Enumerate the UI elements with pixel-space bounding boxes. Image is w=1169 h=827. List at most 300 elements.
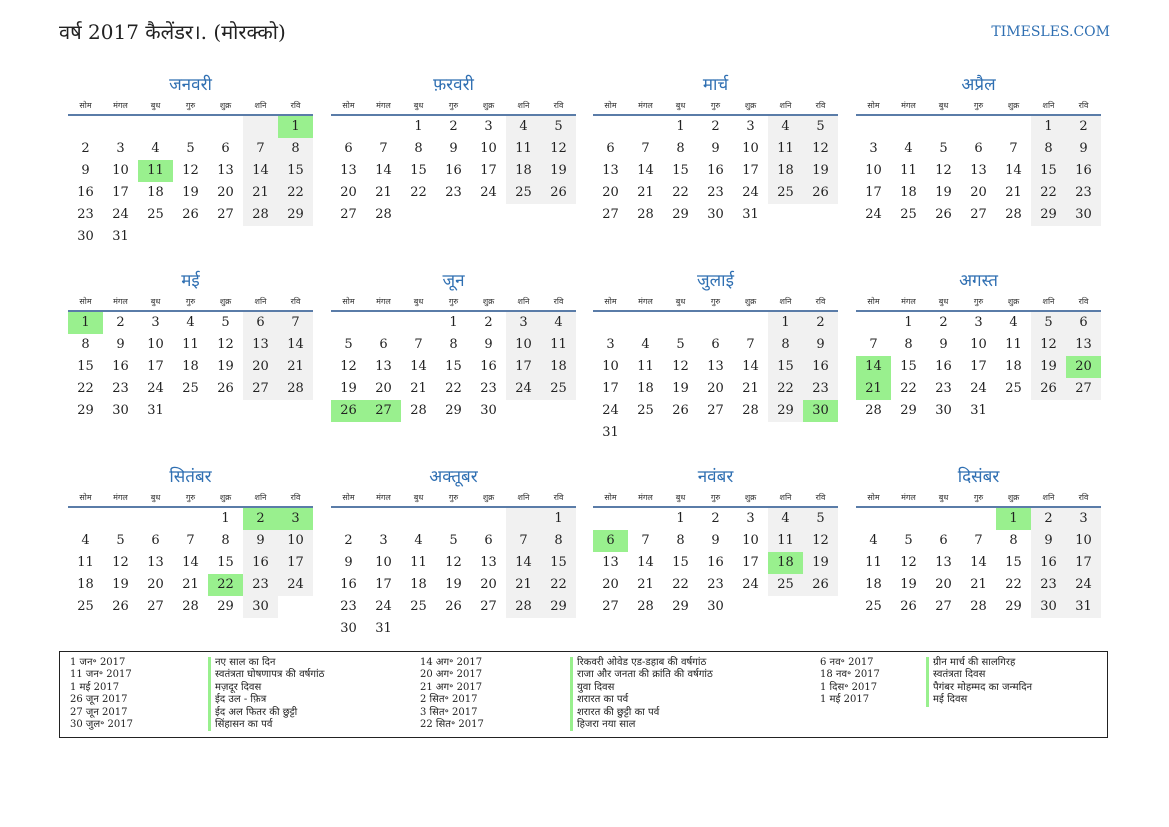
holiday-name: रिकवरी ओवेड एड-डहाब की वर्षगांठ (577, 657, 707, 668)
weekday-label: बुध (938, 297, 949, 306)
day-cell: 8 (449, 337, 458, 352)
day-cell: 12 (803, 530, 838, 552)
day-cell: 11 (768, 138, 803, 160)
day-cell: 20 (480, 577, 497, 592)
weekday-label: शुक्र (219, 297, 232, 306)
day-cell: 1 (996, 508, 1031, 530)
day-cell: 27 (707, 403, 724, 418)
day-cell: 12 (541, 138, 576, 160)
day-cell: 18 (1005, 359, 1022, 374)
weekday-label: मंगल (376, 297, 391, 306)
day-cell: 21 (1005, 185, 1022, 200)
day-cell: 1 (904, 315, 913, 330)
holiday-date: 2 सित॰ 2017 (420, 694, 478, 706)
day-cell: 30 (935, 403, 952, 418)
empty-cell (733, 422, 768, 444)
weekday-label: शनि (779, 101, 792, 110)
day-grid (856, 508, 1101, 618)
day-cell: 27 (935, 599, 952, 614)
day-cell: 7 (379, 141, 388, 156)
day-cell: 6 (939, 533, 948, 548)
day-cell: 4 (151, 141, 160, 156)
day-cell: 13 (1066, 334, 1101, 356)
empty-cell (961, 508, 996, 530)
day-cell: 28 (970, 599, 987, 614)
empty-cell (68, 508, 103, 530)
day-cell: 2 (81, 141, 90, 156)
day-cell: 16 (340, 577, 357, 592)
day-cell: 12 (112, 555, 129, 570)
day-cell: 30 (340, 621, 357, 636)
day-cell: 4 (869, 533, 878, 548)
weekday-label: शुक्र (744, 297, 757, 306)
day-cell: 4 (506, 116, 541, 138)
day-cell: 6 (974, 141, 983, 156)
day-cell: 8 (676, 141, 685, 156)
empty-cell (698, 312, 733, 334)
day-cell: 23 (480, 381, 497, 396)
day-cell: 21 (506, 574, 541, 596)
holiday-date: 1 दिस॰ 2017 (820, 681, 878, 693)
day-cell: 19 (803, 160, 838, 182)
weekday-label: रवि (815, 297, 826, 306)
day-cell: 22 (672, 577, 689, 592)
empty-cell (1031, 400, 1066, 422)
empty-cell (331, 508, 366, 530)
empty-cell (663, 312, 698, 334)
day-cell: 14 (856, 356, 891, 378)
day-cell: 12 (803, 138, 838, 160)
day-cell: 25 (900, 207, 917, 222)
day-cell: 15 (900, 359, 917, 374)
holiday-name: युवा दिवस (577, 681, 615, 693)
day-cell: 24 (970, 381, 987, 396)
weekday-label: गुरु (448, 297, 459, 306)
day-cell: 16 (707, 163, 724, 178)
day-cell: 8 (1031, 138, 1066, 160)
site-link[interactable]: TIMESLES.COM (991, 24, 1110, 40)
day-cell: 22 (900, 381, 917, 396)
month-name: जुलाई (697, 271, 734, 291)
weekday-label: मंगल (113, 101, 128, 110)
day-cell: 30 (243, 596, 278, 618)
day-cell: 1 (414, 119, 423, 134)
day-cell: 9 (939, 337, 948, 352)
day-cell: 4 (904, 141, 913, 156)
day-cell: 16 (935, 359, 952, 374)
empty-cell (278, 596, 313, 618)
day-cell: 30 (707, 599, 724, 614)
day-cell: 15 (541, 552, 576, 574)
day-cell: 20 (602, 185, 619, 200)
day-cell: 14 (637, 555, 654, 570)
day-cell: 11 (768, 530, 803, 552)
day-grid (331, 312, 576, 422)
day-cell: 17 (602, 381, 619, 396)
holiday-name: शरारत की छुट्टी का पर्व (577, 706, 660, 718)
empty-cell (628, 116, 663, 138)
day-cell: 29 (278, 204, 313, 226)
day-cell: 17 (742, 555, 759, 570)
empty-cell (331, 116, 366, 138)
holiday-name: शरारत का पर्व (577, 694, 629, 706)
empty-cell (593, 508, 628, 530)
weekday-label: रवि (815, 101, 826, 110)
day-cell: 9 (803, 334, 838, 356)
weekday-label: रवि (1078, 101, 1089, 110)
day-cell: 28 (375, 207, 392, 222)
empty-cell (803, 596, 838, 618)
empty-cell (243, 226, 278, 248)
weekday-label: मंगल (376, 101, 391, 110)
day-cell: 24 (742, 577, 759, 592)
weekday-header (68, 98, 313, 116)
day-cell: 8 (676, 533, 685, 548)
day-cell: 2 (484, 315, 493, 330)
day-cell: 1 (676, 511, 685, 526)
day-cell: 24 (480, 185, 497, 200)
day-cell: 28 (637, 599, 654, 614)
weekday-header (331, 98, 576, 116)
day-cell: 26 (803, 574, 838, 596)
empty-cell (173, 116, 208, 138)
day-cell: 1 (676, 119, 685, 134)
day-grid (68, 116, 313, 248)
day-cell: 4 (81, 533, 90, 548)
day-cell: 28 (182, 599, 199, 614)
day-cell: 7 (186, 533, 195, 548)
day-cell: 11 (182, 337, 199, 352)
empty-cell (698, 422, 733, 444)
day-cell: 6 (221, 141, 230, 156)
day-cell: 14 (410, 359, 427, 374)
day-cell: 17 (147, 359, 164, 374)
day-cell: 31 (112, 229, 129, 244)
day-cell: 13 (340, 163, 357, 178)
weekday-label: गुरु (973, 297, 984, 306)
weekday-label: गुरु (185, 493, 196, 502)
empty-cell (996, 116, 1031, 138)
day-cell: 23 (445, 185, 462, 200)
day-cell: 25 (410, 599, 427, 614)
weekday-label: मंगल (901, 493, 916, 502)
day-cell: 18 (768, 160, 803, 182)
day-cell: 2 (711, 511, 720, 526)
day-cell: 26 (217, 381, 234, 396)
day-cell: 8 (414, 141, 423, 156)
day-cell: 11 (410, 555, 427, 570)
day-cell: 10 (480, 141, 497, 156)
weekday-header (856, 98, 1101, 116)
day-cell: 25 (77, 599, 94, 614)
holiday-date: 18 नव॰ 2017 (820, 669, 880, 681)
empty-cell (733, 312, 768, 334)
day-cell: 13 (217, 163, 234, 178)
empty-cell (436, 508, 471, 530)
day-cell: 14 (1005, 163, 1022, 178)
day-cell: 20 (707, 381, 724, 396)
weekday-label: रवि (553, 101, 564, 110)
weekday-label: सोम (79, 493, 92, 502)
empty-cell (138, 116, 173, 138)
weekday-label: शनि (254, 297, 267, 306)
weekday-label: शुक्र (482, 101, 495, 110)
month-calendar (593, 464, 838, 618)
day-cell: 25 (1005, 381, 1022, 396)
day-cell: 28 (742, 403, 759, 418)
empty-cell (366, 116, 401, 138)
weekday-header (68, 490, 313, 508)
weekday-label: शनि (254, 101, 267, 110)
empty-cell (243, 116, 278, 138)
day-cell: 27 (1066, 378, 1101, 400)
day-cell: 11 (900, 163, 917, 178)
day-cell: 24 (742, 185, 759, 200)
legend-dates (420, 657, 484, 731)
day-cell: 31 (970, 403, 987, 418)
weekday-label: शुक्र (219, 101, 232, 110)
day-cell: 9 (449, 141, 458, 156)
day-cell: 18 (637, 381, 654, 396)
weekday-label: बुध (675, 493, 686, 502)
day-cell: 3 (379, 533, 388, 548)
day-cell: 3 (116, 141, 125, 156)
day-cell: 10 (970, 337, 987, 352)
holiday-date: 27 जून 2017 (70, 706, 128, 718)
day-cell: 1 (449, 315, 458, 330)
day-cell: 10 (1066, 530, 1101, 552)
day-cell: 20 (340, 185, 357, 200)
day-cell: 17 (865, 185, 882, 200)
day-cell: 28 (1005, 207, 1022, 222)
weekday-label: शनि (1042, 101, 1055, 110)
day-cell: 16 (243, 552, 278, 574)
empty-cell (471, 618, 506, 640)
empty-cell (436, 204, 471, 226)
empty-cell (891, 508, 926, 530)
day-cell: 31 (602, 425, 619, 440)
day-cell: 28 (865, 403, 882, 418)
day-cell: 12 (182, 163, 199, 178)
day-cell: 12 (672, 359, 689, 374)
weekday-label: शनि (517, 493, 530, 502)
day-cell: 11 (637, 359, 654, 374)
day-cell: 26 (1031, 378, 1066, 400)
day-cell: 7 (641, 533, 650, 548)
day-cell: 29 (768, 400, 803, 422)
day-cell: 24 (506, 378, 541, 400)
day-cell: 5 (221, 315, 230, 330)
day-cell: 14 (243, 160, 278, 182)
day-cell: 24 (865, 207, 882, 222)
holiday-date: 22 सित॰ 2017 (420, 719, 484, 731)
weekday-label: गुरु (710, 101, 721, 110)
day-cell: 7 (974, 533, 983, 548)
day-cell: 15 (278, 160, 313, 182)
holiday-legend (59, 651, 1108, 738)
holiday-date: 1 मई 2017 (70, 681, 120, 693)
day-cell: 7 (243, 138, 278, 160)
weekday-label: शनि (517, 101, 530, 110)
weekday-label: शनि (517, 297, 530, 306)
day-cell: 29 (672, 207, 689, 222)
day-cell: 8 (221, 533, 230, 548)
month-name: फ़रवरी (433, 75, 474, 95)
holiday-date: 3 सित॰ 2017 (420, 706, 478, 718)
day-cell: 13 (935, 555, 952, 570)
empty-cell (506, 400, 541, 422)
day-cell: 5 (186, 141, 195, 156)
day-cell: 23 (77, 207, 94, 222)
empty-cell (541, 204, 576, 226)
day-cell: 4 (541, 312, 576, 334)
day-cell: 9 (1031, 530, 1066, 552)
day-cell: 31 (375, 621, 392, 636)
day-cell: 2 (1066, 116, 1101, 138)
weekday-label: मंगल (638, 297, 653, 306)
empty-cell (401, 312, 436, 334)
day-cell: 24 (602, 403, 619, 418)
weekday-label: बुध (938, 493, 949, 502)
day-cell: 8 (768, 334, 803, 356)
day-cell: 3 (278, 508, 313, 530)
day-cell: 23 (707, 577, 724, 592)
day-cell: 23 (340, 599, 357, 614)
day-cell: 2 (1031, 508, 1066, 530)
month-calendar (68, 268, 313, 422)
day-cell: 9 (81, 163, 90, 178)
empty-cell (593, 312, 628, 334)
day-cell: 11 (138, 160, 173, 182)
day-cell: 7 (746, 337, 755, 352)
day-cell: 29 (77, 403, 94, 418)
day-cell: 12 (340, 359, 357, 374)
day-cell: 10 (112, 163, 129, 178)
day-cell: 8 (1009, 533, 1018, 548)
empty-cell (768, 596, 803, 618)
day-cell: 14 (375, 163, 392, 178)
weekday-label: सोम (342, 493, 355, 502)
day-cell: 5 (904, 533, 913, 548)
day-cell: 13 (243, 334, 278, 356)
day-cell: 3 (151, 315, 160, 330)
day-cell: 19 (112, 577, 129, 592)
day-cell: 9 (344, 555, 353, 570)
day-cell: 19 (803, 552, 838, 574)
day-cell: 6 (1066, 312, 1101, 334)
empty-cell (856, 116, 891, 138)
day-cell: 29 (1005, 599, 1022, 614)
day-cell: 9 (711, 533, 720, 548)
weekday-label: शुक्र (1007, 101, 1020, 110)
holiday-name: स्वतंत्रता दिवस (933, 669, 986, 681)
day-cell: 25 (506, 182, 541, 204)
day-cell: 26 (541, 182, 576, 204)
day-cell: 19 (935, 185, 952, 200)
holiday-name: मई दिवस (933, 694, 968, 706)
weekday-label: गुरु (710, 297, 721, 306)
day-cell: 17 (970, 359, 987, 374)
day-cell: 1 (1031, 116, 1066, 138)
holiday-date: 21 अग॰ 2017 (420, 681, 483, 693)
day-cell: 13 (970, 163, 987, 178)
month-name: अक्तूबर (429, 467, 478, 487)
weekday-label: शुक्र (744, 493, 757, 502)
day-cell: 3 (869, 141, 878, 156)
empty-cell (401, 618, 436, 640)
day-cell: 6 (484, 533, 493, 548)
empty-cell (996, 400, 1031, 422)
day-cell: 15 (77, 359, 94, 374)
holiday-name: नए साल का दिन (215, 657, 276, 668)
day-cell: 26 (112, 599, 129, 614)
day-cell: 18 (147, 185, 164, 200)
day-cell: 23 (707, 185, 724, 200)
empty-cell (926, 508, 961, 530)
day-cell: 27 (366, 400, 401, 422)
day-cell: 31 (147, 403, 164, 418)
day-cell: 21 (856, 378, 891, 400)
weekday-label: गुरु (973, 101, 984, 110)
empty-cell (103, 508, 138, 530)
weekday-label: शनि (779, 493, 792, 502)
day-cell: 4 (768, 508, 803, 530)
weekday-label: शनि (254, 493, 267, 502)
day-cell: 4 (1009, 315, 1018, 330)
day-cell: 30 (707, 207, 724, 222)
empty-cell (208, 400, 243, 422)
empty-cell (401, 204, 436, 226)
day-cell: 31 (742, 207, 759, 222)
day-cell: 19 (541, 160, 576, 182)
empty-cell (856, 312, 891, 334)
month-name: अप्रैल (961, 75, 996, 95)
holiday-name: राजा और जनता की क्रांति की वर्षगांठ (577, 669, 713, 681)
weekday-label: रवि (290, 101, 301, 110)
empty-cell (366, 312, 401, 334)
day-cell: 12 (217, 337, 234, 352)
day-cell: 24 (278, 574, 313, 596)
day-cell: 15 (445, 359, 462, 374)
day-cell: 23 (243, 574, 278, 596)
month-calendar (856, 464, 1101, 618)
month-calendar (856, 72, 1101, 226)
day-cell: 16 (707, 555, 724, 570)
holiday-date: 14 अग॰ 2017 (420, 657, 483, 668)
day-cell: 13 (602, 163, 619, 178)
day-cell: 3 (506, 312, 541, 334)
day-cell: 6 (606, 141, 615, 156)
month-name: दिसंबर (957, 467, 1000, 487)
day-cell: 1 (68, 312, 103, 334)
day-cell: 3 (746, 119, 755, 134)
weekday-label: सोम (79, 297, 92, 306)
month-name: सितंबर (169, 467, 212, 487)
day-cell: 28 (278, 378, 313, 400)
day-cell: 8 (904, 337, 913, 352)
day-cell: 17 (742, 163, 759, 178)
weekday-label: सोम (604, 297, 617, 306)
weekday-label: गुरु (710, 493, 721, 502)
day-cell: 19 (182, 185, 199, 200)
day-cell: 2 (116, 315, 125, 330)
day-cell: 14 (970, 555, 987, 570)
day-cell: 5 (939, 141, 948, 156)
day-cell: 4 (186, 315, 195, 330)
weekday-label: बुध (413, 101, 424, 110)
month-name: जून (442, 271, 465, 291)
day-cell: 17 (480, 163, 497, 178)
